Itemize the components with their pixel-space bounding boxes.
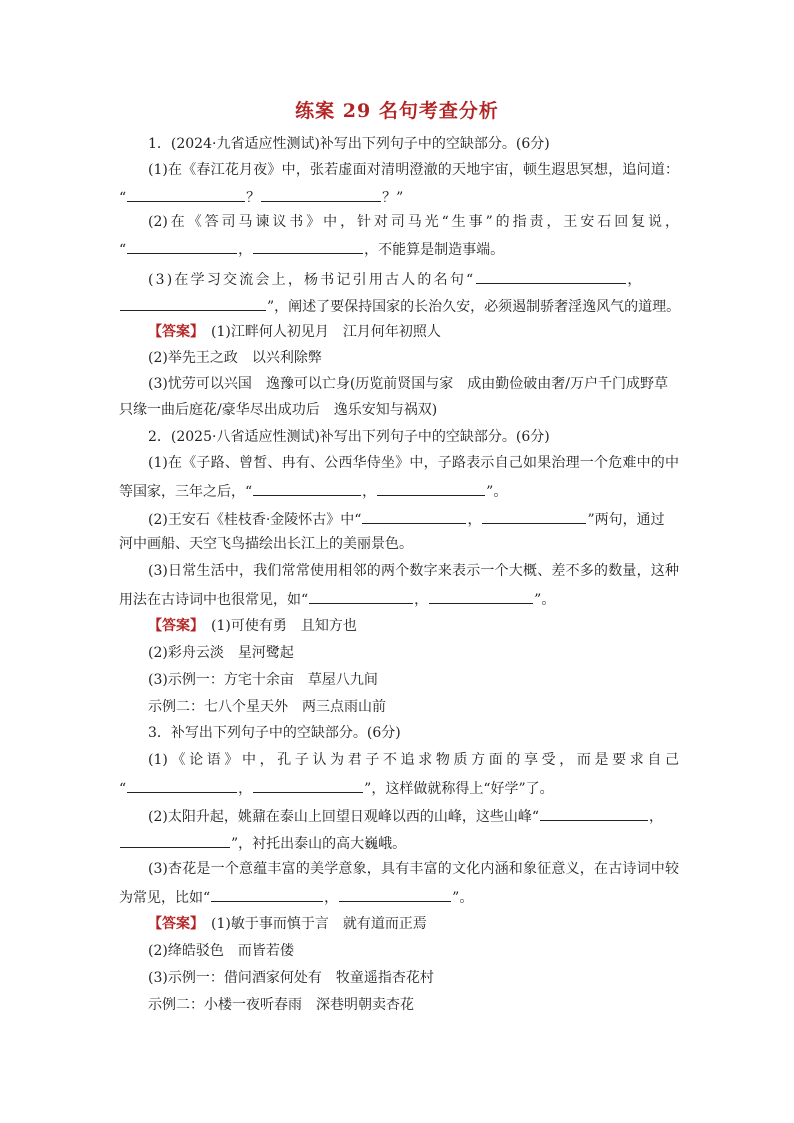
q1-answer-1: 【答案】 (1)江畔何人初见月 江月何年初照人 bbox=[148, 324, 441, 340]
q1-answer-2: (2)举先王之政 以兴利除弊 bbox=[148, 350, 322, 366]
fill-blank[interactable] bbox=[211, 886, 323, 902]
fill-blank[interactable] bbox=[339, 886, 451, 902]
q3-answer-1: 【答案】 (1)敏于事而慎于言 就有道而正焉 bbox=[148, 916, 427, 932]
fill-blank[interactable] bbox=[362, 508, 466, 524]
q1-part3-text: (3)在学习交流会上，杨书记引用古人的名句“ ， bbox=[148, 268, 679, 290]
answer-label: 【答案】 bbox=[148, 618, 197, 634]
fill-blank[interactable] bbox=[253, 238, 363, 254]
question-1-heading: 1．(2024·九省适应性测试)补写出下列句子中的空缺部分。(6分) bbox=[148, 136, 550, 152]
question-3-heading: 3．补写出下列句子中的空缺部分。(6分) bbox=[148, 725, 401, 741]
q3-part2-cont: ”，衬托出泰山的高大巍峨。 bbox=[119, 832, 679, 854]
q1-part2-blanks: “ ， ，不能算是制造事端。 bbox=[119, 238, 679, 260]
fill-blank[interactable] bbox=[309, 588, 413, 604]
q3-answer-3-cont: 示例二：小楼一夜听春雨 深巷明朝卖杏花 bbox=[148, 997, 414, 1013]
fill-blank[interactable] bbox=[127, 777, 237, 793]
q2-part2-text: (2)王安石《桂枝香·金陵怀古》中“ ， ”两句，通过 bbox=[148, 508, 679, 530]
q2-part3-text: (3)日常生活中，我们常常使用相邻的两个数字来表示一个大概、差不多的数量，这种 bbox=[148, 563, 679, 579]
q1-part1-blanks: “ ？ ？” bbox=[119, 186, 679, 208]
fill-blank[interactable] bbox=[253, 480, 361, 496]
q1-answer-3-cont: 只缘一曲后庭花/豪华尽出成功后 逸乐安知与祸双) bbox=[119, 402, 438, 418]
q2-part2-cont: 河中画船、天空飞鸟描绘出长江上的美丽景色。 bbox=[119, 536, 413, 552]
page-title: 练案 29 名句考查分析 bbox=[295, 100, 499, 122]
q3-answer-2: (2)绛皓驳色 而皆若偻 bbox=[148, 943, 294, 959]
fill-blank[interactable] bbox=[127, 186, 245, 202]
q3-answer-3: (3)示例一：借问酒家何处有 牧童遥指杏花村 bbox=[148, 970, 434, 986]
q3-part2-text: (2)太阳升起，姚鼐在泰山上回望日观峰以西的山峰，这些山峰“ ， bbox=[148, 805, 679, 827]
q1-answer-3: (3)忧劳可以兴国 逸豫可以亡身(历览前贤国与家 成由勤俭破由奢/万户千门成野草 bbox=[148, 376, 669, 392]
fill-blank[interactable] bbox=[261, 186, 381, 202]
fill-blank[interactable] bbox=[377, 480, 485, 496]
q3-part3-blanks: 为常见，比如“ ， ”。 bbox=[119, 886, 679, 908]
q2-part1-text: (1)在《子路、曾皙、冉有、公西华侍坐》中，子路表示自己如果治理一个危难中的中 bbox=[148, 455, 679, 471]
q2-part1-blanks: 等国家，三年之后，“ ， ”。 bbox=[119, 480, 679, 502]
answer-label: 【答案】 bbox=[148, 324, 197, 340]
q2-answer-3: (3)示例一：方宅十余亩 草屋八九间 bbox=[148, 672, 378, 688]
q1-part2-text: (2)在《答司马谏议书》中，针对司马光“生事”的指责，王安石回复说， bbox=[148, 214, 679, 230]
q2-answer-2: (2)彩舟云淡 星河鹭起 bbox=[148, 645, 294, 661]
q2-part3-blanks: 用法在古诗词中也很常见，如“ ， ”。 bbox=[119, 588, 679, 610]
q1-part1-text: (1)在《春江花月夜》中，张若虚面对清明澄澈的天地宇宙，顿生遐思冥想，追问道： bbox=[148, 162, 679, 178]
answer-label: 【答案】 bbox=[148, 916, 197, 932]
q2-answer-3-cont: 示例二：七八个星天外 两三点雨山前 bbox=[148, 699, 386, 715]
fill-blank[interactable] bbox=[540, 805, 648, 821]
fill-blank[interactable] bbox=[429, 588, 533, 604]
q3-part1-text: (1)《论语》中，孔子认为君子不追求物质方面的享受，而是要求自己 bbox=[148, 752, 679, 768]
fill-blank[interactable] bbox=[482, 508, 586, 524]
fill-blank[interactable] bbox=[476, 268, 626, 284]
q1-part3-cont: ”，阐述了要保持国家的长治久安，必须遏制骄奢淫逸风气的道理。 bbox=[119, 295, 679, 317]
q3-part3-text: (3)杏花是一个意蕴丰富的美学意象，具有丰富的文化内涵和象征意义，在古诗词中较 bbox=[148, 861, 679, 877]
q2-answer-1: 【答案】 (1)可使有勇 且知方也 bbox=[148, 618, 357, 634]
fill-blank[interactable] bbox=[253, 777, 363, 793]
question-2-heading: 2．(2025·八省适应性测试)补写出下列句子中的空缺部分。(6分) bbox=[148, 429, 550, 445]
q3-part1-blanks: “ ， ”，这样做就称得上“好学”了。 bbox=[119, 777, 679, 799]
fill-blank[interactable] bbox=[120, 832, 230, 848]
fill-blank[interactable] bbox=[127, 238, 237, 254]
fill-blank[interactable] bbox=[120, 295, 266, 311]
